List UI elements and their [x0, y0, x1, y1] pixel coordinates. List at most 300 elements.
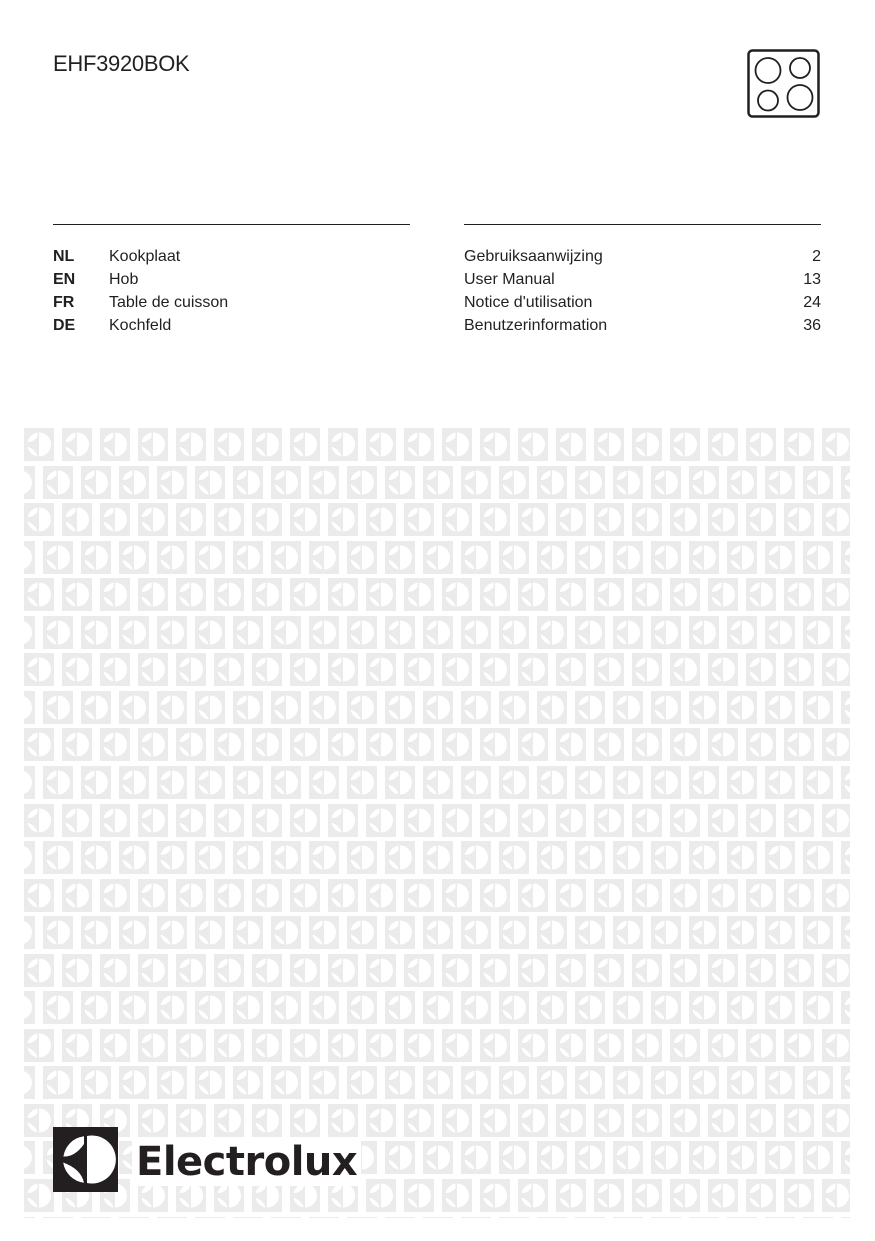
- electrolux-pattern-tile-icon: [746, 428, 776, 461]
- electrolux-pattern-tile-icon: [252, 728, 282, 761]
- electrolux-pattern-tile-icon: [309, 916, 339, 949]
- electrolux-pattern-tile-icon: [404, 954, 434, 987]
- electrolux-pattern-tile-icon: [670, 1179, 700, 1212]
- electrolux-pattern-tile-icon: [119, 1217, 149, 1218]
- electrolux-pattern-tile-icon: [157, 841, 187, 874]
- electrolux-pattern-tile-icon: [765, 616, 795, 649]
- electrolux-pattern-tile-icon: [822, 503, 850, 536]
- electrolux-pattern-tile-icon: [309, 691, 339, 724]
- electrolux-pattern-tile-icon: [461, 1217, 491, 1218]
- electrolux-pattern-tile-icon: [252, 954, 282, 987]
- electrolux-pattern-tile-icon: [670, 728, 700, 761]
- electrolux-pattern-tile-icon: [81, 916, 111, 949]
- electrolux-pattern-tile-icon: [157, 1217, 187, 1218]
- electrolux-pattern-tile-icon: [480, 728, 510, 761]
- electrolux-pattern-tile-icon: [62, 653, 92, 686]
- electrolux-pattern-tile-icon: [309, 766, 339, 799]
- electrolux-pattern-tile-icon: [62, 1029, 92, 1062]
- pattern-row: [24, 616, 850, 649]
- electrolux-pattern-tile-icon: [366, 954, 396, 987]
- electrolux-pattern-tile-icon: [233, 841, 263, 874]
- electrolux-pattern-tile-icon: [119, 766, 149, 799]
- electrolux-pattern-tile-icon: [480, 804, 510, 837]
- electrolux-pattern-tile-icon: [632, 428, 662, 461]
- electrolux-pattern-tile-icon: [100, 804, 130, 837]
- electrolux-pattern-tile-icon: [575, 691, 605, 724]
- electrolux-pattern-tile-icon: [347, 616, 377, 649]
- electrolux-pattern-tile-icon: [765, 916, 795, 949]
- electrolux-pattern-tile-icon: [347, 916, 377, 949]
- electrolux-pattern-tile-icon: [195, 691, 225, 724]
- product-name: Table de cuisson: [109, 294, 229, 311]
- toc-entry-nl[interactable]: [464, 247, 821, 270]
- electrolux-pattern-tile-icon: [290, 503, 320, 536]
- electrolux-pattern-tile-icon: [556, 428, 586, 461]
- electrolux-pattern-tile-icon: [746, 728, 776, 761]
- electrolux-pattern-tile-icon: [708, 428, 738, 461]
- electrolux-pattern-tile-icon: [100, 578, 130, 611]
- electrolux-pattern-tile-icon: [81, 766, 111, 799]
- electrolux-pattern-tile-icon: [518, 954, 548, 987]
- electrolux-pattern-tile-icon: [689, 616, 719, 649]
- electrolux-pattern-tile-icon: [518, 503, 548, 536]
- electrolux-pattern-tile-icon: [62, 804, 92, 837]
- electrolux-pattern-tile-icon: [328, 728, 358, 761]
- electrolux-pattern-tile-icon: [24, 578, 54, 611]
- electrolux-pattern-tile-icon: [176, 879, 206, 912]
- divider-right: [464, 224, 821, 225]
- electrolux-pattern-tile-icon: [727, 541, 757, 574]
- electrolux-pattern-tile-icon: [480, 1029, 510, 1062]
- electrolux-pattern-tile-icon: [100, 428, 130, 461]
- electrolux-pattern-tile-icon: [708, 804, 738, 837]
- electrolux-pattern-tile-icon: [328, 578, 358, 611]
- electrolux-pattern-tile-icon: [43, 1066, 73, 1099]
- electrolux-pattern-tile-icon: [765, 466, 795, 499]
- electrolux-pattern-tile-icon: [822, 1029, 850, 1062]
- electrolux-pattern-tile-icon: [24, 804, 54, 837]
- electrolux-pattern-tile-icon: [43, 841, 73, 874]
- electrolux-pattern-tile-icon: [594, 804, 624, 837]
- electrolux-pattern-tile-icon: [195, 841, 225, 874]
- electrolux-pattern-tile-icon: [518, 578, 548, 611]
- electrolux-pattern-tile-icon: [423, 466, 453, 499]
- electrolux-pattern-tile-icon: [651, 616, 681, 649]
- pattern-row: [24, 1104, 850, 1137]
- electrolux-pattern-tile-icon: [594, 578, 624, 611]
- toc-entry-fr[interactable]: [464, 293, 821, 316]
- pattern-row: [24, 766, 850, 799]
- electrolux-pattern-tile-icon: [385, 466, 415, 499]
- electrolux-pattern-tile-icon: [784, 954, 814, 987]
- electrolux-pattern-tile-icon: [822, 1179, 850, 1212]
- electrolux-pattern-tile-icon: [556, 728, 586, 761]
- electrolux-pattern-tile-icon: [271, 541, 301, 574]
- electrolux-pattern-tile-icon: [803, 841, 833, 874]
- electrolux-pattern-tile-icon: [138, 653, 168, 686]
- page-number: 24: [803, 294, 821, 311]
- electrolux-pattern-tile-icon: [43, 1217, 73, 1218]
- language-list: [53, 247, 410, 339]
- electrolux-pattern-tile-icon: [689, 766, 719, 799]
- electrolux-pattern-tile-icon: [24, 954, 54, 987]
- electrolux-pattern-tile-icon: [746, 578, 776, 611]
- electrolux-pattern-tile-icon: [461, 916, 491, 949]
- electrolux-pattern-tile-icon: [290, 1029, 320, 1062]
- electrolux-pattern-tile-icon: [442, 879, 472, 912]
- electrolux-pattern-tile-icon: [404, 879, 434, 912]
- electrolux-pattern-tile-icon: [651, 1141, 681, 1174]
- electrolux-pattern-tile-icon: [575, 991, 605, 1024]
- electrolux-pattern-tile-icon: [176, 578, 206, 611]
- electrolux-pattern-tile-icon: [499, 1066, 529, 1099]
- electrolux-pattern-tile-icon: [81, 1217, 111, 1218]
- electrolux-pattern-tile-icon: [442, 1179, 472, 1212]
- electrolux-pattern-tile-icon: [404, 503, 434, 536]
- electrolux-pattern-tile-icon: [708, 503, 738, 536]
- electrolux-pattern-tile-icon: [271, 766, 301, 799]
- electrolux-pattern-tile-icon: [594, 728, 624, 761]
- electrolux-pattern-tile-icon: [613, 1141, 643, 1174]
- electrolux-pattern-tile-icon: [100, 1029, 130, 1062]
- manual-title: User Manual: [464, 271, 555, 288]
- electrolux-pattern-tile-icon: [290, 428, 320, 461]
- electrolux-pattern-tile-icon: [252, 428, 282, 461]
- electrolux-pattern-tile-icon: [157, 691, 187, 724]
- electrolux-pattern-tile-icon: [423, 916, 453, 949]
- electrolux-pattern-tile-icon: [499, 691, 529, 724]
- electrolux-pattern-tile-icon: [689, 841, 719, 874]
- electrolux-pattern-tile-icon: [62, 954, 92, 987]
- electrolux-pattern-tile-icon: [518, 879, 548, 912]
- pattern-row: [24, 1029, 850, 1062]
- electrolux-pattern-tile-icon: [309, 1217, 339, 1218]
- electrolux-pattern-tile-icon: [24, 1104, 54, 1137]
- electrolux-pattern-tile-icon: [157, 766, 187, 799]
- electrolux-pattern-tile-icon: [385, 541, 415, 574]
- electrolux-pattern-tile-icon: [404, 428, 434, 461]
- electrolux-pattern-tile-icon: [328, 503, 358, 536]
- electrolux-pattern-tile-icon: [518, 653, 548, 686]
- electrolux-pattern-tile-icon: [157, 616, 187, 649]
- language-row-en: [53, 270, 410, 293]
- electrolux-pattern-tile-icon: [670, 653, 700, 686]
- electrolux-pattern-tile-icon: [404, 653, 434, 686]
- electrolux-pattern-tile-icon: [195, 541, 225, 574]
- electrolux-pattern-tile-icon: [613, 616, 643, 649]
- electrolux-pattern-tile-icon: [43, 991, 73, 1024]
- electrolux-pattern-tile-icon: [822, 578, 850, 611]
- electrolux-pattern-tile-icon: [176, 653, 206, 686]
- language-code: EN: [53, 271, 76, 288]
- electrolux-pattern-tile-icon: [423, 1217, 453, 1218]
- electrolux-pattern-tile-icon: [537, 1066, 567, 1099]
- electrolux-pattern-tile-icon: [575, 1141, 605, 1174]
- electrolux-pattern-tile-icon: [461, 1066, 491, 1099]
- electrolux-pattern-tile-icon: [252, 503, 282, 536]
- electrolux-pattern-tile-icon: [271, 916, 301, 949]
- product-name: Hob: [109, 271, 139, 288]
- electrolux-pattern-tile-icon: [138, 578, 168, 611]
- electrolux-pattern-tile-icon: [670, 428, 700, 461]
- electrolux-pattern-tile-icon: [328, 1104, 358, 1137]
- electrolux-pattern-tile-icon: [575, 916, 605, 949]
- electrolux-pattern-tile-icon: [727, 841, 757, 874]
- electrolux-pattern-tile-icon: [157, 541, 187, 574]
- electrolux-pattern-tile-icon: [404, 804, 434, 837]
- electrolux-pattern-tile-icon: [404, 578, 434, 611]
- electrolux-pattern-tile-icon: [119, 916, 149, 949]
- electrolux-pattern-tile-icon: [138, 804, 168, 837]
- electrolux-pattern-tile-icon: [499, 1217, 529, 1218]
- electrolux-pattern-tile-icon: [195, 1217, 225, 1218]
- electrolux-pattern-tile-icon: [24, 1066, 35, 1099]
- electrolux-pattern-tile-icon: [556, 954, 586, 987]
- electrolux-pattern-tile-icon: [461, 616, 491, 649]
- electrolux-pattern-tile-icon: [841, 691, 850, 724]
- electrolux-pattern-tile-icon: [632, 804, 662, 837]
- electrolux-pattern-tile-icon: [290, 879, 320, 912]
- electrolux-pattern-tile-icon: [195, 991, 225, 1024]
- brand-wordmark: Electrolux: [132, 1138, 361, 1186]
- electrolux-pattern-tile-icon: [537, 841, 567, 874]
- electrolux-pattern-tile-icon: [480, 428, 510, 461]
- language-code: NL: [53, 248, 75, 265]
- electrolux-pattern-tile-icon: [689, 541, 719, 574]
- electrolux-pattern-tile-icon: [328, 879, 358, 912]
- electrolux-pattern-tile-icon: [347, 766, 377, 799]
- electrolux-pattern-tile-icon: [575, 1217, 605, 1218]
- electrolux-pattern-tile-icon: [784, 1179, 814, 1212]
- electrolux-pattern-tile-icon: [385, 616, 415, 649]
- electrolux-pattern-tile-icon: [556, 804, 586, 837]
- electrolux-pattern-tile-icon: [670, 1104, 700, 1137]
- pattern-row: [24, 653, 850, 686]
- electrolux-pattern-tile-icon: [651, 916, 681, 949]
- electrolux-pattern-tile-icon: [366, 879, 396, 912]
- electrolux-pattern-tile-icon: [290, 1104, 320, 1137]
- electrolux-pattern-tile-icon: [708, 728, 738, 761]
- electrolux-pattern-tile-icon: [442, 578, 472, 611]
- electrolux-pattern-tile-icon: [119, 466, 149, 499]
- electrolux-pattern-tile-icon: [176, 1029, 206, 1062]
- electrolux-pattern-tile-icon: [62, 728, 92, 761]
- electrolux-pattern-tile-icon: [689, 1066, 719, 1099]
- electrolux-pattern-tile-icon: [613, 991, 643, 1024]
- electrolux-pattern-tile-icon: [233, 691, 263, 724]
- electrolux-pattern-tile-icon: [423, 541, 453, 574]
- electrolux-pattern-tile-icon: [81, 616, 111, 649]
- electrolux-pattern-tile-icon: [556, 653, 586, 686]
- electrolux-pattern-tile-icon: [24, 766, 35, 799]
- electrolux-pattern-tile-icon: [537, 991, 567, 1024]
- manual-title: Notice d'utilisation: [464, 294, 593, 311]
- electrolux-pattern-tile-icon: [841, 916, 850, 949]
- electrolux-pattern-tile-icon: [727, 916, 757, 949]
- electrolux-pattern-tile-icon: [784, 578, 814, 611]
- electrolux-pattern-tile-icon: [81, 691, 111, 724]
- electrolux-pattern-tile-icon: [214, 728, 244, 761]
- electrolux-pattern-tile-icon: [689, 991, 719, 1024]
- electrolux-pattern-tile-icon: [461, 691, 491, 724]
- electrolux-pattern-tile-icon: [632, 1179, 662, 1212]
- electrolux-pattern-tile-icon: [423, 616, 453, 649]
- electrolux-pattern-tile-icon: [784, 1029, 814, 1062]
- pattern-row: [24, 466, 850, 499]
- language-row-nl: [53, 247, 410, 270]
- electrolux-pattern-tile-icon: [366, 728, 396, 761]
- electrolux-pattern-tile-icon: [214, 1029, 244, 1062]
- pattern-row: [24, 841, 850, 874]
- electrolux-pattern-tile-icon: [803, 916, 833, 949]
- electrolux-pattern-tile-icon: [803, 766, 833, 799]
- pattern-row: [24, 916, 850, 949]
- pattern-row: [24, 1217, 850, 1218]
- electrolux-pattern-tile-icon: [252, 578, 282, 611]
- electrolux-pattern-tile-icon: [803, 466, 833, 499]
- electrolux-pattern-tile-icon: [43, 541, 73, 574]
- page-number: 36: [803, 317, 821, 334]
- electrolux-pattern-tile-icon: [290, 728, 320, 761]
- electrolux-pattern-tile-icon: [176, 804, 206, 837]
- electrolux-pattern-tile-icon: [784, 503, 814, 536]
- electrolux-pattern-tile-icon: [385, 766, 415, 799]
- electrolux-pattern-tile-icon: [214, 653, 244, 686]
- electrolux-pattern-tile-icon: [632, 954, 662, 987]
- pattern-row: [24, 541, 850, 574]
- electrolux-pattern-tile-icon: [328, 653, 358, 686]
- electrolux-pattern-tile-icon: [328, 1029, 358, 1062]
- electrolux-pattern-tile-icon: [708, 1104, 738, 1137]
- electrolux-pattern-tile-icon: [594, 1179, 624, 1212]
- electrolux-pattern-tile-icon: [138, 954, 168, 987]
- electrolux-pattern-tile-icon: [24, 691, 35, 724]
- electrolux-pattern-tile-icon: [499, 541, 529, 574]
- electrolux-pattern-tile-icon: [822, 428, 850, 461]
- electrolux-pattern-tile-icon: [366, 428, 396, 461]
- electrolux-pattern-tile-icon: [822, 804, 850, 837]
- electrolux-pattern-tile-icon: [575, 616, 605, 649]
- electrolux-pattern-tile-icon: [328, 804, 358, 837]
- electrolux-pattern-tile-icon: [423, 841, 453, 874]
- electrolux-pattern-tile-icon: [518, 1179, 548, 1212]
- electrolux-pattern-tile-icon: [708, 653, 738, 686]
- electrolux-pattern-tile-icon: [366, 503, 396, 536]
- product-name: Kochfeld: [109, 317, 172, 334]
- electrolux-pattern-tile-icon: [613, 466, 643, 499]
- electrolux-pattern-tile-icon: [100, 954, 130, 987]
- electrolux-pattern-tile-icon: [651, 991, 681, 1024]
- electrolux-pattern-tile-icon: [499, 841, 529, 874]
- electrolux-pattern-tile-icon: [442, 653, 472, 686]
- electrolux-pattern-tile-icon: [385, 916, 415, 949]
- electrolux-pattern-tile-icon: [784, 1104, 814, 1137]
- pattern-row: [24, 691, 850, 724]
- electrolux-pattern-tile-icon: [632, 578, 662, 611]
- electrolux-pattern-tile-icon: [613, 1066, 643, 1099]
- electrolux-pattern-tile-icon: [594, 653, 624, 686]
- electrolux-pattern-tile-icon: [746, 879, 776, 912]
- electrolux-pattern-tile-icon: [214, 954, 244, 987]
- electrolux-pattern-tile-icon: [423, 1066, 453, 1099]
- electrolux-pattern-tile-icon: [62, 428, 92, 461]
- language-row-de: [53, 316, 410, 339]
- electrolux-pattern-tile-icon: [556, 1179, 586, 1212]
- electrolux-pattern-tile-icon: [385, 691, 415, 724]
- electrolux-pattern-tile-icon: [613, 541, 643, 574]
- toc-entry-en[interactable]: [464, 270, 821, 293]
- electrolux-pattern-tile-icon: [119, 1066, 149, 1099]
- manual-title: Benutzerinformation: [464, 317, 608, 334]
- electrolux-pattern-tile-icon: [689, 1217, 719, 1218]
- electrolux-pattern-tile-icon: [461, 766, 491, 799]
- electrolux-pattern-tile-icon: [366, 1104, 396, 1137]
- electrolux-pattern-tile-icon: [24, 1217, 35, 1218]
- electrolux-pattern-tile-icon: [556, 879, 586, 912]
- electrolux-pattern-tile-icon: [594, 879, 624, 912]
- electrolux-pattern-tile-icon: [404, 728, 434, 761]
- electrolux-pattern-tile-icon: [24, 653, 54, 686]
- electrolux-pattern-tile-icon: [423, 1141, 453, 1174]
- electrolux-pattern-tile-icon: [765, 766, 795, 799]
- electrolux-pattern-tile-icon: [271, 691, 301, 724]
- electrolux-pattern-tile-icon: [309, 466, 339, 499]
- electrolux-pattern-tile-icon: [727, 766, 757, 799]
- electrolux-pattern-tile-icon: [233, 1217, 263, 1218]
- electrolux-pattern-tile-icon: [233, 466, 263, 499]
- electrolux-pattern-tile-icon: [290, 653, 320, 686]
- page-number: 2: [812, 248, 821, 265]
- toc-entry-de[interactable]: [464, 316, 821, 339]
- electrolux-pattern-tile-icon: [385, 991, 415, 1024]
- electrolux-pattern-tile-icon: [651, 466, 681, 499]
- electrolux-pattern-tile-icon: [499, 466, 529, 499]
- electrolux-pattern-tile-icon: [195, 616, 225, 649]
- electrolux-pattern-tile-icon: [499, 766, 529, 799]
- pattern-row: [24, 728, 850, 761]
- hob-4-zones-icon: [747, 49, 820, 118]
- electrolux-pattern-tile-icon: [537, 916, 567, 949]
- electrolux-pattern-tile-icon: [252, 1029, 282, 1062]
- electrolux-pattern-tile-icon: [613, 841, 643, 874]
- electrolux-pattern-tile-icon: [632, 728, 662, 761]
- electrolux-pattern-tile-icon: [480, 1104, 510, 1137]
- electrolux-pattern-tile-icon: [442, 1029, 472, 1062]
- electrolux-pattern-tile-icon: [841, 991, 850, 1024]
- electrolux-pattern-tile-icon: [347, 841, 377, 874]
- electrolux-pattern-tile-icon: [347, 691, 377, 724]
- electrolux-pattern-tile-icon: [347, 1066, 377, 1099]
- electrolux-pattern-tile-icon: [822, 653, 850, 686]
- electrolux-pattern-tile-icon: [176, 428, 206, 461]
- electrolux-pattern-tile-icon: [632, 1104, 662, 1137]
- electrolux-pattern-tile-icon: [575, 841, 605, 874]
- electrolux-pattern-tile-icon: [613, 766, 643, 799]
- electrolux-pattern-tile-icon: [138, 1104, 168, 1137]
- electrolux-pattern-tile-icon: [252, 1104, 282, 1137]
- electrolux-pattern-tile-icon: [81, 991, 111, 1024]
- electrolux-pattern-tile-icon: [233, 1066, 263, 1099]
- electrolux-pattern-tile-icon: [271, 466, 301, 499]
- electrolux-pattern-tile-icon: [746, 1029, 776, 1062]
- electrolux-pattern-tile-icon: [347, 991, 377, 1024]
- electrolux-pattern-tile-icon: [765, 691, 795, 724]
- electrolux-pattern-tile-icon: [138, 728, 168, 761]
- electrolux-pattern-tile-icon: [442, 428, 472, 461]
- electrolux-pattern-tile-icon: [518, 428, 548, 461]
- electrolux-pattern-tile-icon: [157, 466, 187, 499]
- electrolux-pattern-tile-icon: [423, 691, 453, 724]
